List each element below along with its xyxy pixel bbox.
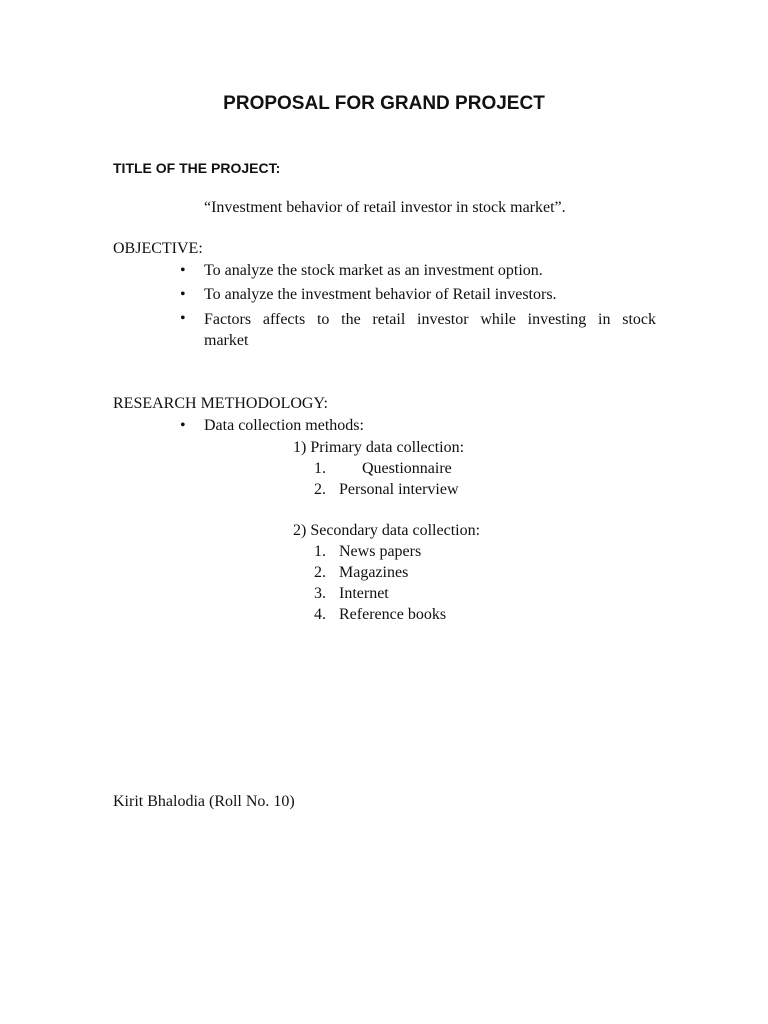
list-number: 2. (314, 481, 326, 498)
bullet-icon: • (180, 417, 186, 434)
objective-item: To analyze the stock market as an investment option. (204, 262, 543, 279)
objective-item-continuation: market (204, 332, 249, 349)
project-title-label: TITLE OF THE PROJECT: (113, 160, 281, 176)
methods-item: Data collection methods: (204, 417, 364, 434)
bullet-icon: • (180, 310, 186, 327)
secondary-item: Magazines (339, 564, 409, 581)
methodology-label: RESEARCH METHODOLOGY: (113, 395, 328, 412)
objective-item: To analyze the investment behavior of Retail investors. (204, 286, 557, 303)
page-title: PROPOSAL FOR GRAND PROJECT (223, 93, 545, 114)
list-number: 3. (314, 585, 326, 602)
primary-item: Questionnaire (362, 460, 452, 477)
primary-heading: 1) Primary data collection: (293, 439, 465, 456)
list-number: 4. (314, 606, 326, 623)
secondary-item: News papers (339, 543, 422, 560)
list-number: 1. (314, 543, 326, 560)
secondary-heading: 2) Secondary data collection: (293, 522, 481, 539)
secondary-item: Internet (339, 585, 389, 602)
bullet-icon: • (180, 286, 186, 303)
primary-item: Personal interview (339, 481, 459, 498)
list-number: 2. (314, 564, 326, 581)
objective-item: Factors affects to the retail investor while investing in stock (204, 311, 656, 328)
secondary-item: Reference books (339, 606, 447, 623)
objective-label: OBJECTIVE: (113, 240, 203, 257)
project-title: “Investment behavior of retail investor in stock market”. (204, 199, 566, 216)
bullet-icon: • (180, 262, 186, 279)
list-number: 1. (314, 460, 326, 477)
author-signature: Kirit Bhalodia (Roll No. 10) (113, 793, 295, 810)
